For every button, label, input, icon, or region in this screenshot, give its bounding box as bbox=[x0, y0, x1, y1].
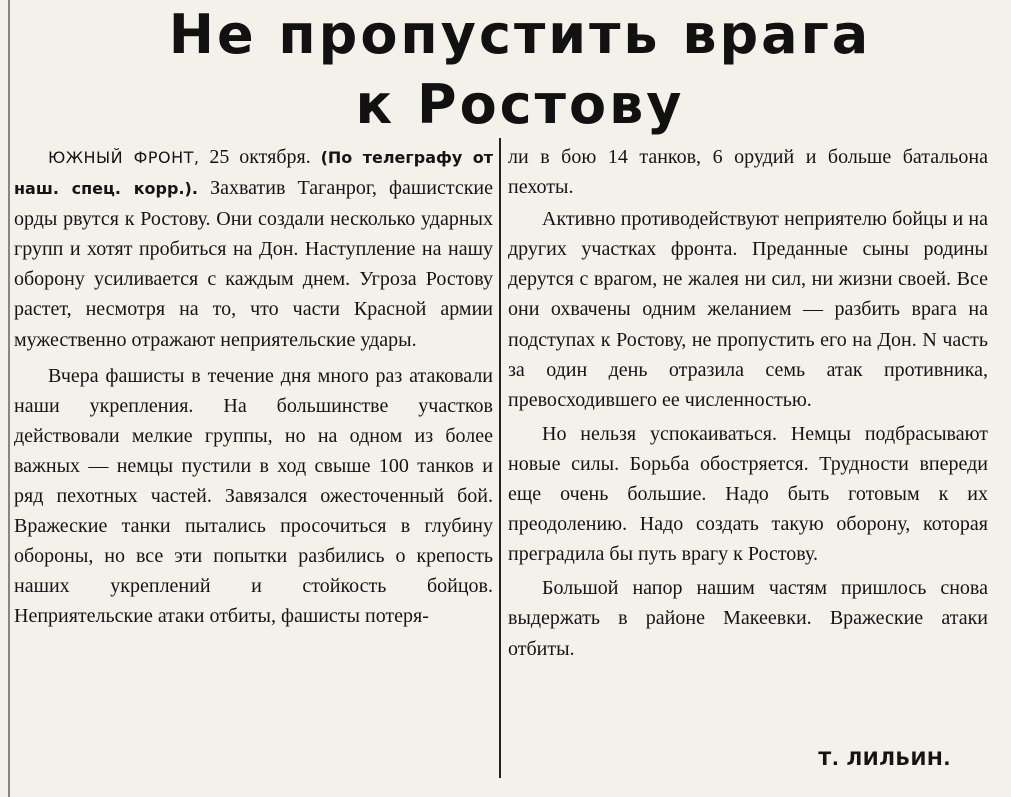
column-divider bbox=[499, 138, 501, 778]
article-paragraph-1-text: Захватив Таганрог, фашистские орды рвутся к Ростову. Они создали несколько ударных групп и хотят пробиться на Дон. Наступление на нашу оборону усиливается с каждым днем. Угроза Ростову растет, несмотря на то, что части Красной армии мужественно отражают неприятельские удары. bbox=[14, 177, 494, 351]
dateline-source: (По телеграфу от наш. спец. корр.). bbox=[14, 148, 494, 199]
author-signature: Т. ЛИЛЬИН. bbox=[818, 748, 951, 770]
article-paragraph-2-continued: ли в бою 14 танков, 6 орудий и больше батальона пехоты. bbox=[508, 146, 988, 199]
dateline-date: 25 октября. bbox=[209, 146, 311, 168]
article-paragraph-3: Активно противодействуют неприятелю бойцы и на других участках фронта. Преданные сыны родины дерутся с врагом, не жалея ни сил, ни жизни своей. Все они охвачены одним желанием — разбить врага на подступах к Ростову, не пропустить его на Дон. N часть за один день отразила семь атак противника, превосходившего ее численностью. bbox=[508, 208, 988, 411]
article-paragraph-4: Но нельзя успокаиваться. Немцы подбрасывают новые силы. Борьба обостряется. Трудности впереди еще очень большие. Надо быть готовым к их преодолению. Надо создать такую оборону, которая преградила бы путь врагу к Ростову. bbox=[508, 422, 988, 566]
article-column-left bbox=[14, 142, 493, 632]
headline-line-1: Не пропустить врага bbox=[168, 3, 872, 66]
left-margin-rule bbox=[8, 0, 10, 797]
article-paragraph-2: Вчера фашисты в течение дня много раз атаковали наши укрепления. На большинстве участков действовали мелкие группы, но на одном из более важных — немцы пустили в ход свыше 100 танков и ряд пехотных частей. Завязался ожесточенный бой. Вражеские танки пытались просочиться в глубину обороны, но все эти попытки разбились о крепость наших укреплений и стойкость бойцов. Неприятельские атаки отбиты, фашисты потеря- bbox=[14, 364, 493, 628]
article-paragraph-1 bbox=[14, 142, 493, 355]
dateline: ЮЖНЫЙ ФРОНТ, bbox=[48, 148, 200, 167]
headline-line-2: к Ростову bbox=[355, 73, 685, 136]
article-column-right bbox=[508, 142, 988, 664]
article-paragraph-5: Большой напор нашим частям пришлось снова выдержать в районе Макеевки. Вражеские атаки отбиты. bbox=[508, 577, 988, 660]
